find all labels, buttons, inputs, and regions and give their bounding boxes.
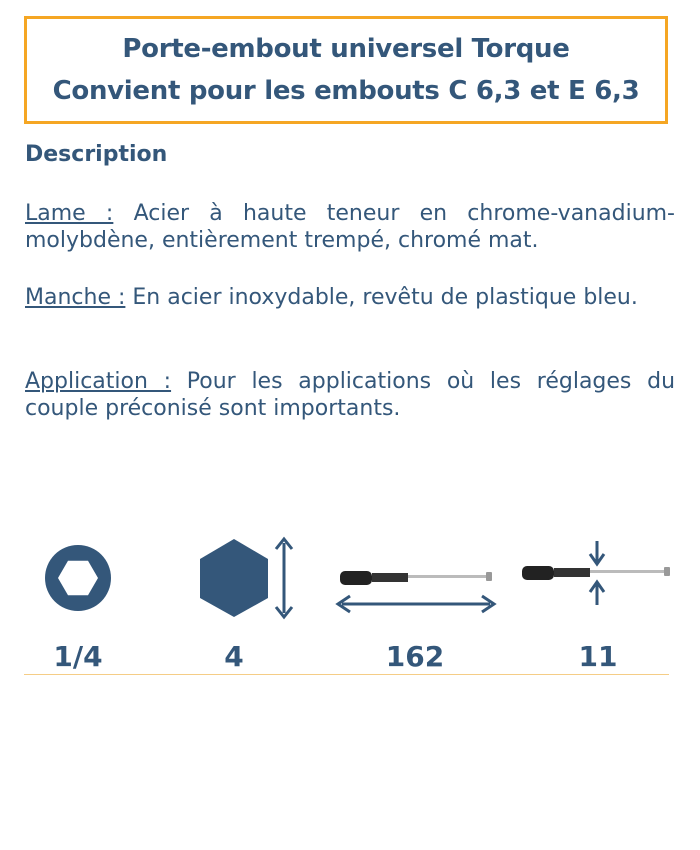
product-title: Porte-embout universel Torque	[122, 34, 570, 64]
handle-label: Manche :	[25, 285, 126, 310]
diameter-icon	[522, 541, 670, 605]
product-subtitle: Convient pour les embouts C 6,3 et E 6,3	[52, 76, 640, 106]
spec-value-length: 162	[385, 640, 445, 673]
spec-value-diameter: 11	[578, 640, 618, 673]
description-heading: Description	[25, 142, 168, 167]
application-label: Application :	[25, 369, 172, 394]
length-icon	[338, 571, 494, 612]
divider	[24, 674, 669, 675]
blade-text: Acier à haute teneur en chrome-vanadium-molybdène, entièrement trempé, chromé mat.	[25, 201, 676, 253]
hexagon-size-icon	[200, 539, 292, 617]
title-box	[24, 16, 668, 124]
handle-text: En acier inoxydable, revêtu de plastique bleu.	[132, 285, 638, 310]
application-text: Pour les applications où les réglages du couple préconisé sont importants.	[25, 369, 676, 421]
blade-label: Lame :	[25, 201, 114, 226]
hex-socket-icon	[45, 545, 111, 611]
spec-value-hex-size: 4	[224, 640, 244, 673]
handle-paragraph	[25, 284, 675, 311]
spec-value-drive: 1/4	[53, 640, 103, 673]
blade-paragraph	[25, 200, 675, 254]
spec-icons	[0, 520, 700, 630]
application-paragraph	[25, 368, 675, 422]
